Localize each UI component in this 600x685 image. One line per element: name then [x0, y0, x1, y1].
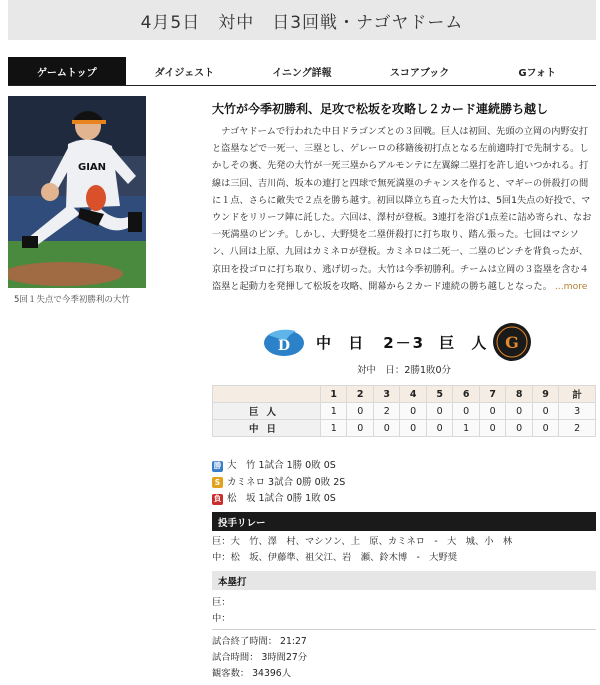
homerun-list: [212, 595, 596, 627]
dragons-relief: 中：松 坂、伊藤準、祖父江、岩 瀬、鈴木博 - 大野奨: [212, 552, 458, 563]
giants-logo-icon: [492, 322, 532, 362]
save-badge-icon: S: [212, 477, 223, 488]
inning-score: 0: [426, 403, 452, 420]
scoreboard: [262, 322, 542, 362]
game-end-time: 試合終了時間： 21:27: [212, 636, 307, 647]
game-info: [212, 634, 596, 682]
pitcher-photo[interactable]: [8, 96, 146, 288]
inning-score: 1: [321, 420, 347, 437]
inning-score: 0: [479, 420, 505, 437]
header-inning: 7: [479, 386, 505, 403]
linescore-header-row: [213, 386, 596, 403]
pitcher-illustration: [8, 96, 146, 288]
inning-score: 1: [453, 420, 479, 437]
inning-score: 0: [373, 420, 399, 437]
inning-score: 0: [453, 403, 479, 420]
inning-score: 0: [426, 420, 452, 437]
dragons-logo-icon: [262, 325, 306, 359]
svg-text:G: G: [505, 333, 520, 352]
header-inning: 3: [373, 386, 399, 403]
inning-score: 0: [400, 420, 426, 437]
tab-game-top[interactable]: ゲームトップ: [8, 57, 126, 85]
more-link[interactable]: ...more: [554, 280, 588, 292]
inning-score: 0: [347, 403, 373, 420]
season-series: 対中 日：2勝1敗0分: [356, 365, 452, 376]
tab-inning-details[interactable]: イニング詳報: [272, 67, 332, 79]
game-duration: 試合時間： 3時間27分: [212, 652, 308, 663]
svg-text:D: D: [277, 338, 291, 354]
header-inning: 8: [506, 386, 532, 403]
inning-score: 0: [479, 403, 505, 420]
home-team-name: 中 日: [316, 333, 370, 352]
giants-relief: 巨：大 竹、澤 村、マシソン、上 原、カミネロ - 大 城、小 林: [212, 536, 513, 547]
total-score: 3: [559, 403, 596, 420]
loss-badge-icon: 負: [213, 494, 222, 503]
inning-score: 0: [532, 403, 558, 420]
game-attendance: 観客数： 34396人: [212, 668, 292, 679]
dragons-homeruns: 中：: [212, 613, 231, 624]
tab-digest[interactable]: ダイジェスト: [154, 67, 215, 79]
inning-score: 0: [400, 403, 426, 420]
header-inning: 9: [532, 386, 558, 403]
inning-score: 0: [532, 420, 558, 437]
article-title: 大竹が今季初勝利、足攻で松坂を攻略し２カード連続勝ち越し: [212, 102, 549, 116]
inning-score: 0: [347, 420, 373, 437]
row-team-name: 中日: [213, 420, 321, 437]
loss-pitcher-stats: 松 坂 1試合 0勝 1敗 0S: [227, 493, 336, 504]
header-inning: 4: [400, 386, 426, 403]
photo-caption: 5回１失点で今季初勝利の大竹: [14, 295, 130, 305]
header-team: [213, 386, 321, 403]
relief-heading: 投手リレー: [212, 512, 596, 531]
win-pitcher: [212, 458, 596, 475]
article-body: [212, 123, 596, 295]
header-inning: 5: [426, 386, 452, 403]
linescore-row-dragons: [213, 420, 596, 437]
total-score: 2: [559, 420, 596, 437]
divider: [212, 629, 596, 630]
inning-score: 1: [321, 403, 347, 420]
header-inning: 2: [347, 386, 373, 403]
svg-text:GIAN: GIAN: [78, 162, 107, 173]
article-text: ナゴヤドームで行われた中日ドラゴンズとの３回戦。巨人は初回、先頭の立岡の内野安打と盗塁などで一死一、三塁とし、ゲレーロの移籍後初打点となる左前適時打で先制する。しかしその裏、先発の大竹が一死三塁からアルモンテに左翼線二塁打を許し追いつかれる。打線は三回、吉川尚、坂本の連打と四球で無死満塁のチャンスを作ると、マギーの併殺打の間に１点、さらに敵失で２点を勝ち越す。初回以降立ち直った大竹は、5回1失点の好投で、マウンドをリリーフ陣に託した。六回は、澤村が登板。3連打を浴び1点差に詰め寄られ、なお一死満塁のピンチ。しかし、大野奨を二塁併殺打に打ち取り、踏ん張った。七回はマシソン、八回は上原、九回はカミネロが登板。カミネロは二死一、二塁のピンチを背負ったが、京田を投ゴロに打ち取り、逃げ切った。大竹は今季初勝利。チームは立岡の３盗塁を含む４盗塁と起動力を発揮して松坂を攻略、開幕から２カード連続の勝ち越しとなった。: [212, 126, 592, 292]
game-title: 4月5日 対中 日3回戦・ナゴヤドーム: [140, 12, 464, 33]
inning-score: 0: [506, 403, 532, 420]
row-team-name: 巨人: [213, 403, 321, 420]
homerun-heading: 本塁打: [212, 571, 596, 590]
page-header: [8, 0, 596, 40]
header-inning: 1: [321, 386, 347, 403]
relief-list: [212, 534, 596, 566]
tab-g-photo[interactable]: Gフォト: [518, 67, 557, 79]
away-team-name: 巨 人: [439, 333, 493, 352]
win-badge-icon: 勝: [213, 461, 222, 470]
pitcher-decisions: [212, 458, 596, 508]
header-total: 計: [559, 386, 596, 403]
save-pitcher: [212, 475, 596, 492]
tab-scorebook[interactable]: スコアブック: [389, 67, 450, 79]
header-inning: 6: [453, 386, 479, 403]
linescore-row-giants: [213, 403, 596, 420]
giants-homeruns: 巨：: [212, 597, 231, 608]
save-pitcher-stats: カミネロ 3試合 0勝 0敗 2S: [227, 476, 346, 488]
inning-score: 0: [506, 420, 532, 437]
game-tabs: [8, 57, 596, 86]
loss-pitcher: [212, 491, 596, 508]
inning-score: 2: [373, 403, 399, 420]
linescore-table: [212, 385, 596, 437]
final-score: 2－3: [383, 333, 426, 352]
win-pitcher-stats: 大 竹 1試合 1勝 0敗 0S: [227, 460, 336, 471]
